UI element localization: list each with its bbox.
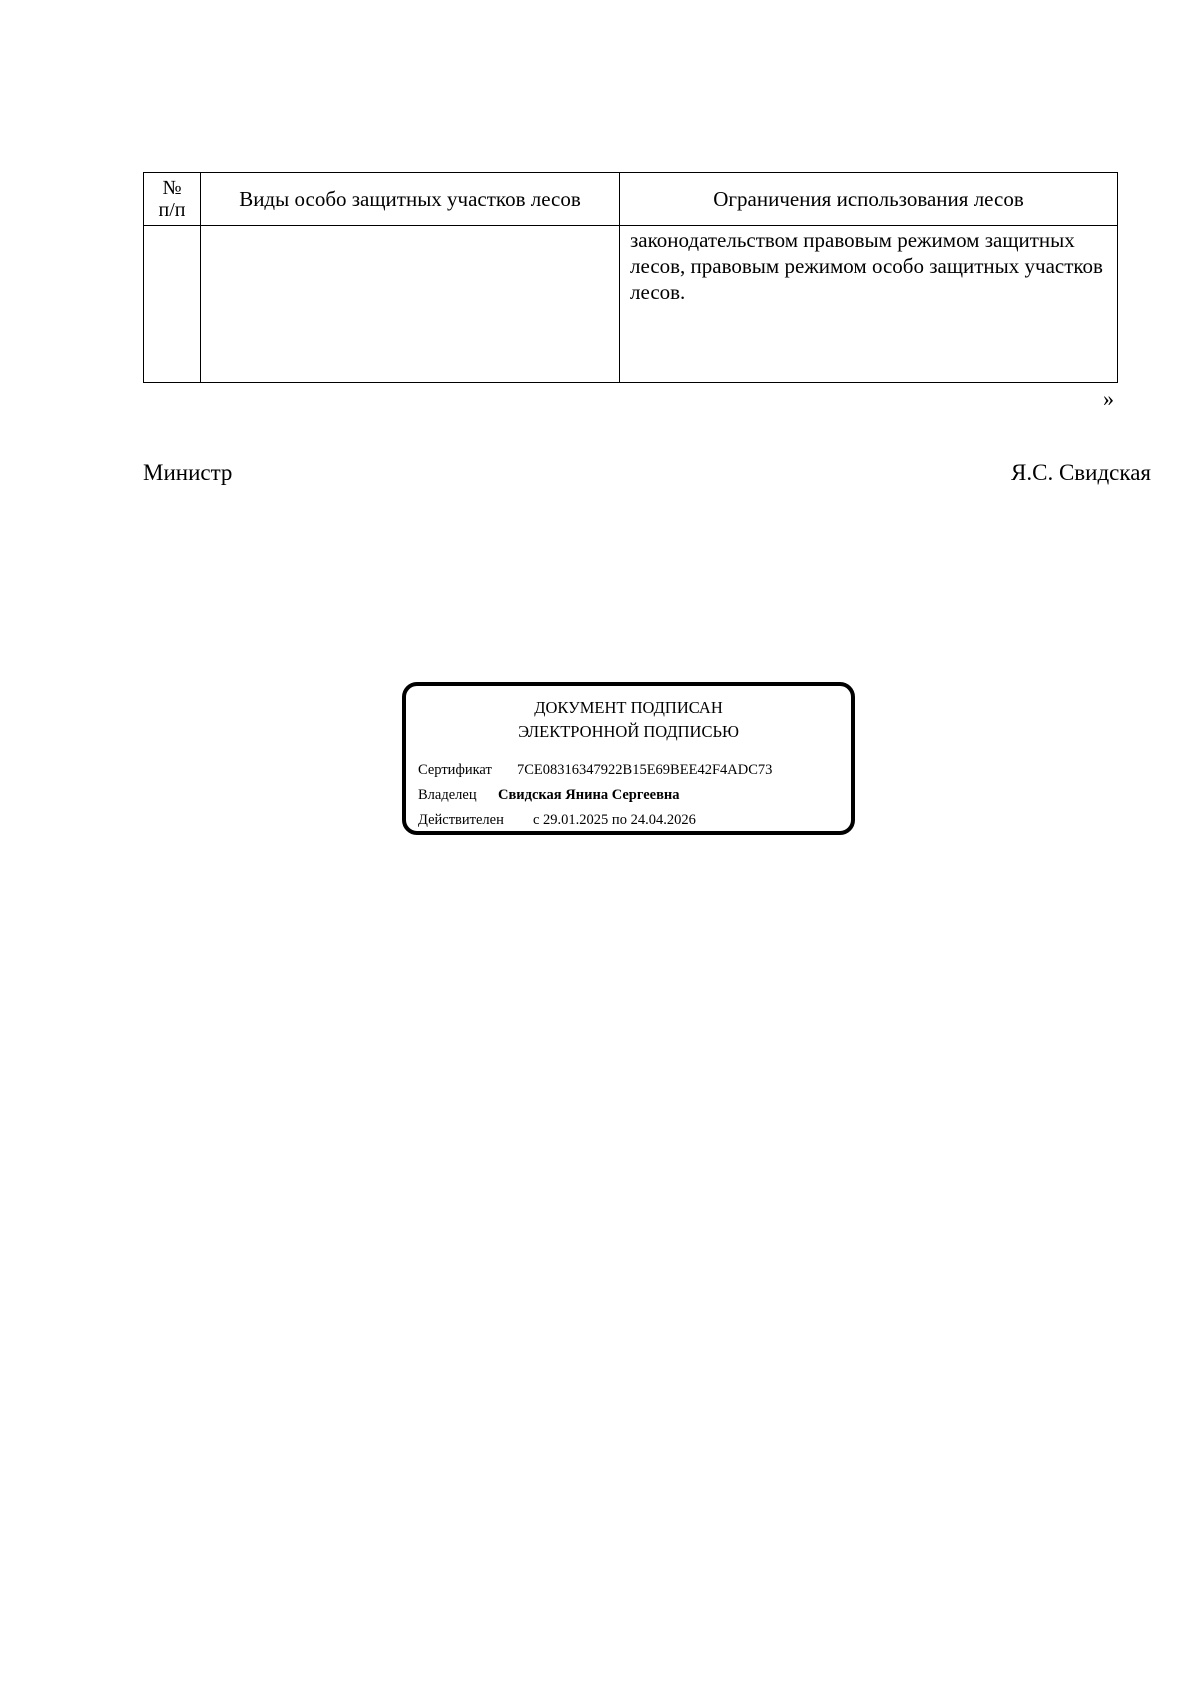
header-number-abbr: п/п: [158, 199, 186, 221]
cell-kind: [201, 226, 620, 383]
owner-label: Владелец: [418, 787, 477, 803]
header-number-symbol: №: [162, 177, 182, 199]
valid-label: Действителен: [418, 812, 504, 828]
certificate-value: 7CE08316347922B15E69BEE42F4ADC73: [517, 762, 773, 778]
limits-text: законодательством правовым режимом защитных лесов, правовым режимом особо защитных участков лесов.: [630, 228, 1103, 304]
stamp-title-line1: ДОКУМЕНТ ПОДПИСАН: [534, 698, 723, 717]
restrictions-table: [143, 172, 1118, 383]
closing-quote: »: [1103, 386, 1114, 411]
owner-value: Свидская Янина Сергеевна: [498, 787, 680, 803]
signer-name: Я.С. Свидская: [1011, 460, 1151, 485]
electronic-signature-stamp: [402, 682, 855, 835]
table-header-row: [144, 173, 1118, 226]
cell-limits: [620, 226, 1118, 383]
header-limits: Ограничения использования лесов: [620, 173, 1118, 226]
signer-position: Министр: [143, 460, 233, 485]
certificate-label: Сертификат: [418, 762, 492, 778]
stamp-owner-row: [418, 787, 680, 804]
table-row: [144, 226, 1118, 383]
header-kind: Виды особо защитных участков лесов: [201, 173, 620, 226]
valid-value: с 29.01.2025 по 24.04.2026: [533, 812, 696, 828]
header-number: [144, 173, 201, 226]
cell-number: [144, 226, 201, 383]
stamp-validity-row: [418, 812, 696, 829]
stamp-certificate-row: [418, 762, 772, 779]
stamp-title-line2: ЭЛЕКТРОННОЙ ПОДПИСЬЮ: [518, 722, 739, 741]
